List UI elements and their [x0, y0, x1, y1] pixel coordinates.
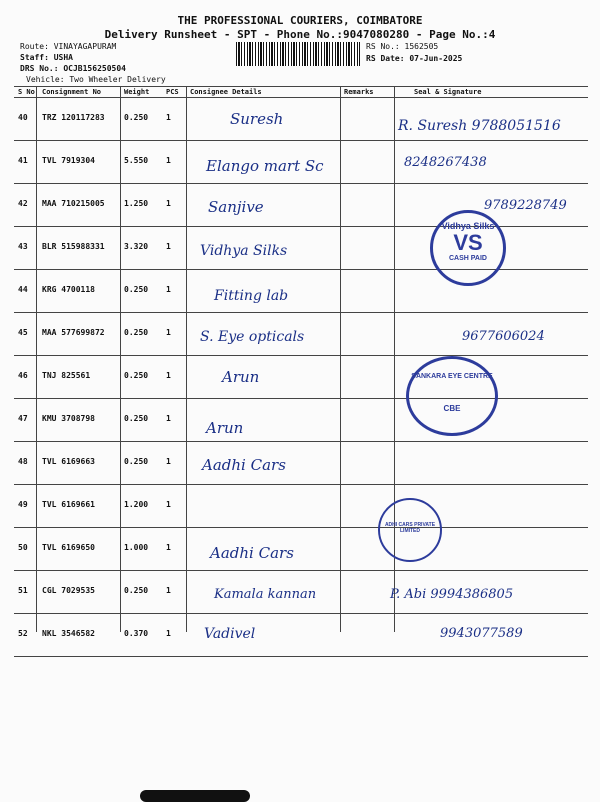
- row-sno: 48: [18, 457, 28, 466]
- row-pcs: 1: [166, 328, 171, 337]
- row-consignment: TVL 6169663: [42, 457, 95, 466]
- table-row: [14, 571, 588, 614]
- row-consignee: Vadivel: [204, 626, 256, 642]
- col-consignment: Consignment No: [42, 88, 102, 96]
- ink-smear: [140, 790, 250, 802]
- row-pcs: 1: [166, 199, 171, 208]
- vidhya-silks-stamp: [430, 210, 506, 286]
- row-pcs: 1: [166, 371, 171, 380]
- row-weight: 0.250: [124, 586, 149, 595]
- row-consignment: KMU 3708798: [42, 414, 95, 423]
- row-consignee: Suresh: [230, 110, 284, 128]
- row-consignment: CGL 7029535: [42, 586, 95, 595]
- table-row: [14, 614, 588, 657]
- table-row: [14, 98, 588, 141]
- col-remarks: Remarks: [344, 88, 374, 96]
- row-consignee: Sanjive: [208, 198, 264, 216]
- table-row: [14, 313, 588, 356]
- row-signature: 8248267438: [404, 155, 487, 170]
- row-weight: 3.320: [124, 242, 149, 251]
- row-weight: 1.250: [124, 199, 149, 208]
- table-header: [14, 86, 588, 98]
- barcode: [236, 42, 360, 66]
- runsheet-table: [14, 86, 588, 657]
- row-weight: 0.250: [124, 414, 149, 423]
- row-consignment: TVL 7919304: [42, 156, 95, 165]
- route-label: Route: VINAYAGAPURAM: [20, 42, 117, 51]
- stamp-vidhya-sub: CASH PAID: [449, 255, 487, 262]
- row-pcs: 1: [166, 242, 171, 251]
- stamp-sankara-name: SANKARA EYE CENTRE: [411, 373, 493, 380]
- row-pcs: 1: [166, 156, 171, 165]
- row-sno: 52: [18, 629, 28, 638]
- row-weight: 0.250: [124, 285, 149, 294]
- row-sno: 47: [18, 414, 28, 423]
- sankara-eye-centre-stamp: [406, 356, 498, 436]
- row-pcs: 1: [166, 285, 171, 294]
- document-title: THE PROFESSIONAL COURIERS, COIMBATORE: [177, 14, 423, 27]
- stamp-vidhya-logo: VS: [453, 230, 483, 255]
- table-row: [14, 485, 588, 528]
- row-sno: 45: [18, 328, 28, 337]
- row-consignment: KRG 4700118: [42, 285, 95, 294]
- row-weight: 0.250: [124, 457, 149, 466]
- row-consignee: Vidhya Silks: [200, 243, 288, 259]
- row-signature: P. Abi 9994386805: [390, 587, 514, 602]
- table-row: [14, 356, 588, 399]
- row-sno: 40: [18, 113, 28, 122]
- row-sno: 51: [18, 586, 28, 595]
- row-consignment: MAA 577699872: [42, 328, 105, 337]
- row-sno: 46: [18, 371, 28, 380]
- row-consignee: Arun: [222, 368, 260, 386]
- col-consignee: Consignee Details: [190, 88, 262, 96]
- table-row: [14, 270, 588, 313]
- col-pcs: PCS: [166, 88, 179, 96]
- vehicle-label: Vehicle: Two Wheeler Delivery: [26, 75, 166, 84]
- row-consignment: TRZ 120117283: [42, 113, 105, 122]
- row-pcs: 1: [166, 543, 171, 552]
- row-sno: 49: [18, 500, 28, 509]
- row-sno: 42: [18, 199, 28, 208]
- adhi-cars-stamp: [378, 498, 442, 562]
- row-pcs: 1: [166, 414, 171, 423]
- table-row: [14, 528, 588, 571]
- row-signature: R. Suresh 9788051516: [398, 118, 561, 134]
- row-pcs: 1: [166, 629, 171, 638]
- row-pcs: 1: [166, 500, 171, 509]
- row-weight: 0.370: [124, 629, 149, 638]
- row-consignee: Elango mart Sc: [206, 157, 324, 175]
- rs-number: RS No.: 1562505: [366, 42, 439, 51]
- row-sno: 44: [18, 285, 28, 294]
- row-consignment: BLR 515988331: [42, 242, 105, 251]
- row-consignee: Kamala kannan: [214, 587, 317, 602]
- row-weight: 1.200: [124, 500, 149, 509]
- col-sno: S No: [18, 88, 35, 96]
- row-weight: 1.000: [124, 543, 149, 552]
- row-signature: 9677606024: [462, 329, 545, 344]
- row-consignment: TVL 6169650: [42, 543, 95, 552]
- stamp-vidhya-name: Vidhya Silks: [441, 221, 495, 231]
- rs-date: RS Date: 07-Jun-2025: [366, 54, 463, 63]
- row-consignment: TVL 6169661: [42, 500, 95, 509]
- table-row: [14, 442, 588, 485]
- row-pcs: 1: [166, 457, 171, 466]
- row-pcs: 1: [166, 586, 171, 595]
- row-signature: 9789228749: [484, 198, 567, 213]
- row-consignment: MAA 710215005: [42, 199, 105, 208]
- row-consignee: Aadhi Cars: [202, 456, 286, 474]
- col-seal: Seal & Signature: [414, 88, 482, 96]
- row-sno: 43: [18, 242, 28, 251]
- stamp-sankara-sub: CBE: [443, 404, 461, 413]
- stamp-adhi-name: ADHI CARS PRIVATE LIMITED: [384, 522, 436, 534]
- row-sno: 50: [18, 543, 28, 552]
- row-consignment: NKL 3546582: [42, 629, 95, 638]
- row-consignee: Arun: [206, 419, 244, 437]
- table-row: [14, 399, 588, 442]
- row-weight: 5.550: [124, 156, 149, 165]
- row-consignee: S. Eye opticals: [200, 329, 305, 345]
- row-consignment: TNJ 825561: [42, 371, 91, 380]
- row-weight: 0.250: [124, 113, 149, 122]
- row-sno: 41: [18, 156, 28, 165]
- row-signature: 9943077589: [440, 626, 523, 641]
- table-row: [14, 141, 588, 184]
- runsheet-subtitle: Delivery Runsheet - SPT - Phone No.:9047080280 - Page No.:4: [104, 28, 496, 41]
- col-weight: Weight: [124, 88, 150, 96]
- staff-label: Staff: USHA: [20, 53, 73, 62]
- drs-number: DRS No.: OCJB156250504: [20, 64, 126, 73]
- row-pcs: 1: [166, 113, 171, 122]
- row-consignee: Aadhi Cars: [210, 544, 294, 562]
- row-weight: 0.250: [124, 371, 149, 380]
- row-weight: 0.250: [124, 328, 149, 337]
- row-consignee: Fitting lab: [214, 288, 289, 304]
